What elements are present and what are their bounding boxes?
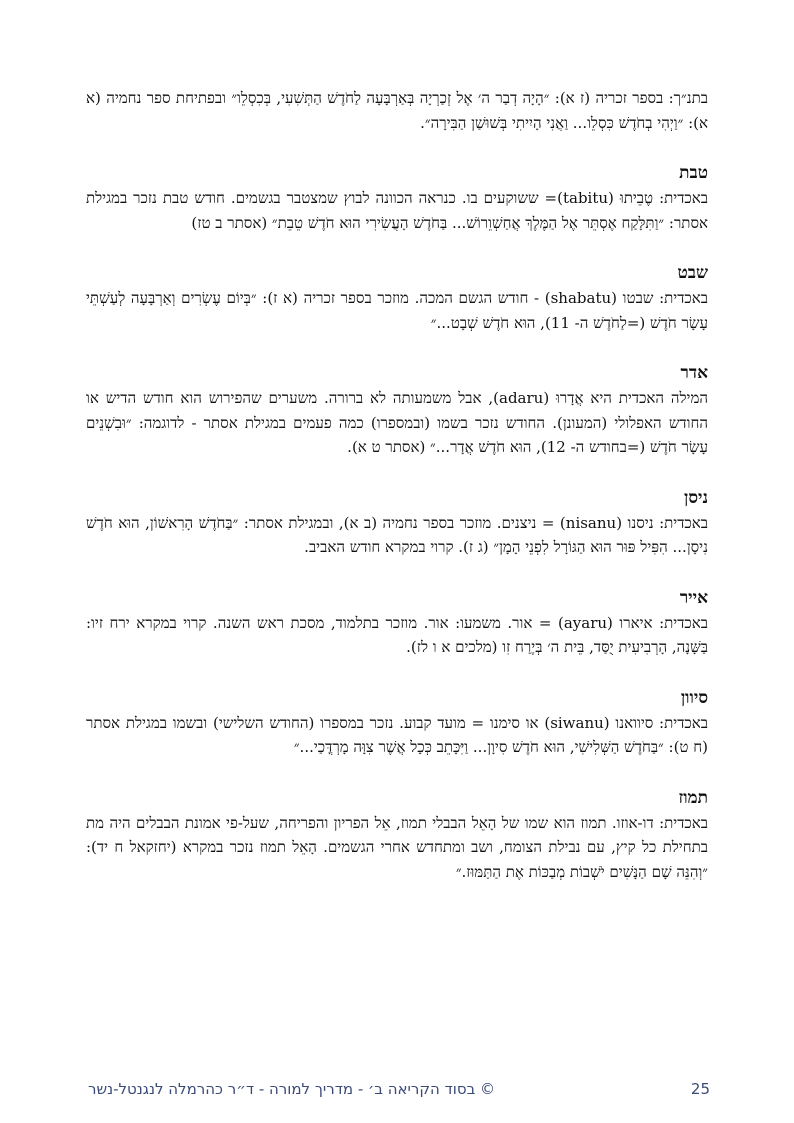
section-heading: אדר (680, 363, 708, 383)
intro-paragraph: בתנ״ך: בספר זכריה (ז א): ״הָיָה דְבַר ה׳ אֶל זְכַרְיָה בְּאַרְבָּעָה לַחֹדֶשׁ הַתְּשִׁעִי, בְּכִסְלֵו״ ובפתיחת ספר נחמיה (א א): ״וַיְהִי בְחֹדֶשׁ כִּסְלֵו... וַאֲנִי הָיִיתִי בְּשׁוּשַׁן הַבִּירָה״. (86, 89, 708, 132)
section-heading: טבת (679, 163, 708, 183)
section-paragraph: באכדית: שבטו (shabatu) - חודש הגשם המכה. מוזכר בספר זכריה (א ז): ״בְּיוֹם עֶשְׂרִים וְאַרְבָּעָה לְעַשְׁתֵּי עָשָׂר חֹדֶשׁ (=לַחֹדֶשׁ ה- 11), הוּא חֹדֶשׁ שְׁבָט...״ (86, 289, 708, 332)
page-footer (88, 1080, 710, 1098)
section-heading: ניסן (684, 487, 708, 508)
section-tammuz (86, 787, 708, 885)
section-paragraph: באכדית: איארו (ayaru) = אור. משמעו: אור. מוזכר בתלמוד, מסכת ראש השנה. קרוי במקרא ירח זיו: בַּשָּׁנָה, הָרְבִיעִית יֻסַּד, בֵּית ה׳ בְּיֶרַח זִו (מלכים א ו לז). (86, 613, 708, 656)
section-tevet (86, 162, 708, 235)
page-content (86, 86, 708, 884)
page-number: 25 (690, 1080, 710, 1098)
section-sivan (86, 687, 708, 760)
section-paragraph: באכדית: דו-אוזו. תמוז הוא שמו של הָאֵל הבבלי תמוז, אֵל הפריון והפריחה, שעל-פי אמונת הבבלים היה מת בתחילת כל קיץ, עם נבילת הצומח, ושב ומתחדש אחרי הגשמים. הָאֵל תמוז נזכר במקרא (יחזקאל ח יד): ״וְהִנֵּה שָׁם הַנָּשִׁים יֹשְׁבוֹת מְבַכּוֹת אֶת הַתַּמּוּז.״ (86, 813, 708, 881)
footer-copyright: © בסוד הקריאה ב׳ - מדריך למורה - ד״ר כהרמלה לנגנטל-נשר (88, 1080, 496, 1098)
section-nisan (86, 487, 708, 560)
section-paragraph: באכדית: ניסנו (nisanu) = ניצנים. מוזכר בספר נחמיה (ב א), ובמגילת אסתר: ״בַּחֹדֶשׁ הָרִאשׁוֹן, הוּא חֹדֶשׁ נִיסָן... הִפִּיל פּוּר הוּא הַגּוֹרָל לִפְנֵי הָמָן״ (ג ז). קרוי במקרא חודש האביב. (86, 513, 708, 556)
section-adar (86, 362, 708, 460)
section-shevat (86, 262, 708, 335)
section-heading: שבט (677, 263, 708, 283)
section-iyar (86, 587, 708, 660)
section-paragraph: המילה האכדית היא אֲדָרוּ (adaru), אבל משמעותה לא ברורה. משערים שהפירוש הוא חודש הדיש או החודש האפלולי (המעונן). החודש נזכר בשמו (ובמספרו) כמה פעמים במגילת אסתר - לדוגמה: ״וּבִשְׁנֵים עָשָׂר חֹדֶשׁ (=בחודש ה- 12), הוּא חֹדֶשׁ אֲדָר...״ (אסתר ט א). (86, 389, 708, 456)
section-heading: תמוז (678, 787, 708, 808)
section-heading: סיוון (680, 687, 708, 708)
section-heading: אייר (679, 587, 708, 608)
section-paragraph: באכדית: סיוואנו (siwanu) או סימנו = מועד קבוע. נזכר במספרו (החודש השלישי) ובשמו במגילת אסתר (ח ט): ״בַּחֹדֶשׁ הַשְּׁלִישִׁי, הוּא חֹדֶשׁ סִיוָן... וַיִּכָּתֵב כְּכָל אֲשֶׁר צִוָּה מָרְדֳּכַי...״ (86, 713, 708, 756)
section-paragraph: באכדית: טֶבֵיתוּ (tabitu)= ששוקעים בו. כנראה הכוונה לבוץ שמצטבר בגשמים. חודש טבת נזכר במגילת אסתר: ״וַתִּלָּקַח אֶסְתֵּר אֶל הַמֶּלֶךְ אֲחַשְׁוֵרוֹשׁ... בַּחֹדֶשׁ הָעֲשִׂירִי הוּא חֹדֶשׁ טֵבֵת״ (אסתר ב טז) (86, 189, 708, 232)
